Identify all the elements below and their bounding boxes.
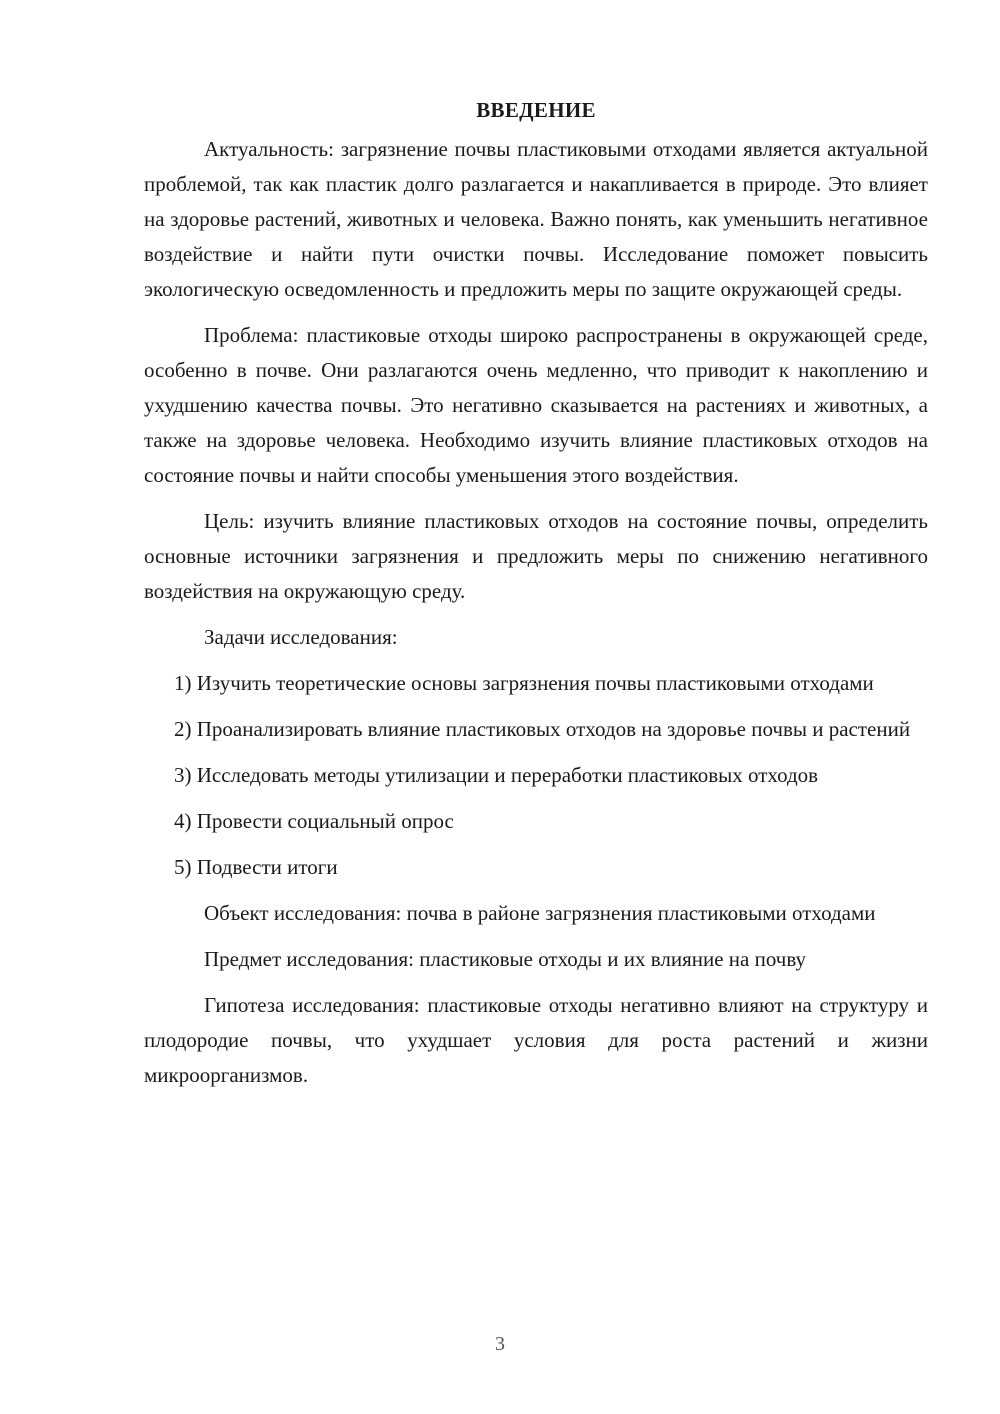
task-item-5: 5) Подвести итоги [174,855,338,879]
problem-paragraph: Проблема: пластиковые отходы широко распространены в окружающей среде, особенно в почве. Они разлагаются очень медленно, что приводит к накоплению и ухудшению качества почвы. Это негативно сказывается на растениях и животных, а также на здоровье человека. Необходимо изучить влияние пластиковых отходов на состояние почвы и найти способы уменьшения этого воздействия. [144,323,928,487]
hypothesis-paragraph: Гипотеза исследования: пластиковые отходы негативно влияют на структуру и плодородие почвы, что ухудшает условия для роста растений и жизни микроорганизмов. [144,993,928,1087]
page-number: 3 [495,1333,505,1355]
document-page [144,92,928,1104]
relevance-paragraph: Актуальность: загрязнение почвы пластиковыми отходами является актуальной проблемой, так как пластик долго разлагается и накапливается в природе. Это влияет на здоровье растений, животных и человека. Важно понять, как уменьшить негативное воздействие и найти пути очистки почвы. Исследование поможет повысить экологическую осведомленность и предложить меры по защите окружающей среды. [144,137,928,301]
tasks-heading: Задачи исследования: [204,625,398,649]
task-item-4: 4) Провести социальный опрос [174,809,454,833]
section-title: ВВЕДЕНИЕ [476,98,596,122]
task-item-3: 3) Исследовать методы утилизации и переработки пластиковых отходов [174,763,819,787]
goal-paragraph: Цель: изучить влияние пластиковых отходов на состояние почвы, определить основные источники загрязнения и предложить меры по снижению негативного воздействия на окружающую среду. [144,509,928,603]
tasks-list [144,666,928,885]
task-item-1: 1) Изучить теоретические основы загрязнения почвы пластиковыми отходами [174,671,874,695]
subject-paragraph: Предмет исследования: пластиковые отходы и их влияние на почву [204,947,807,971]
object-paragraph: Объект исследования: почва в районе загрязнения пластиковыми отходами [204,901,876,925]
task-item-2: 2) Проанализировать влияние пластиковых отходов на здоровье почвы и растений [174,717,911,741]
